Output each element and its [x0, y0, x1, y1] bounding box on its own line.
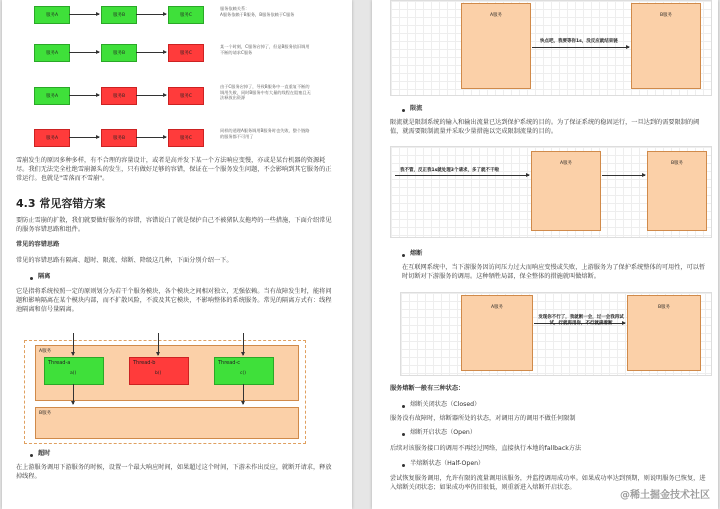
thread-isolation-diagram [24, 340, 306, 444]
service-b-container [35, 407, 299, 439]
cascade-note: 同样的道理A服务调用B服务时也失败，整个链路的服务都不可用了 [220, 128, 310, 139]
section-paragraph: 要防止雪崩的扩散，我们就要做好服务的容错，容错说白了就是保护自己不被猪队友拖垮的一些措施，下面介绍常见的服务容错思路和组件。 [16, 217, 332, 233]
state-name: 熔断开启状态（Open） [410, 429, 477, 436]
arrow [69, 95, 99, 96]
right-page [372, 0, 718, 509]
thread-name: Thread-c [218, 360, 241, 366]
thread-value: c() [240, 371, 246, 376]
cascade-note: 某一个时刻，C服务宕掉了，但是B服务依旧调用不断的请求C服务 [220, 44, 310, 55]
thread-box [214, 357, 274, 385]
fuse-paragraph: 在互联网系统中，当下游服务因访问压力过大而响应变慢或失败，上游服务为了保护系统整体的可用性，可以暂时切断对下游服务的调用。这种牺牲局部，保全整体的措施就叫做熔断。 [402, 264, 706, 280]
arrow [395, 175, 529, 176]
thread-value: a() [70, 371, 77, 376]
service-b-box: 服务B [101, 44, 137, 62]
thread-value: b() [155, 371, 162, 376]
state-name: 半熔断状态（Half-Open） [410, 460, 485, 467]
thread-box [44, 357, 104, 385]
arrow [158, 333, 159, 355]
service-b-box: B服务 [631, 3, 701, 89]
limit-title: 限流 [410, 105, 423, 112]
states-title: 服务熔断一般有三种状态： [390, 385, 465, 392]
bullet [402, 405, 405, 408]
state-desc: 后续对该服务接口的调用不再经过网络，直接执行本地的fallback方法 [390, 445, 582, 452]
thread-name: Thread-a [48, 360, 71, 366]
limit-paragraph: 限流就是限制系统的输入和输出流量已达到保护系统的目的。为了保证系统的稳固运行，一旦达到的需要限制的阈值，就需要限制流量并采取少量措施以完成限制流量的目的。 [390, 119, 700, 135]
fuse-message: 发现你不行了，我就断一会，过一会我再试试，行就再用你，不行就接着断 [538, 315, 624, 326]
timeout-paragraph: 在上游服务调用下游服务的时候，设置一个最大响应时间，如果超过这个时间，下游未作出反应，就断开请求，释放掉线程。 [16, 464, 332, 480]
state-desc: 尝试恢复服务调用，允许有限的流量调用该服务，并监控调用成功率。如果成功率达到预期，则说明服务已恢复，进入熔断关闭状态；如果成功率仍旧很低，则重新进入熔断开启状态。 [390, 475, 706, 491]
arrow [136, 137, 166, 138]
state-name: 熔断关闭状态（Closed） [410, 401, 481, 408]
service-a-box: A服务 [461, 295, 533, 371]
bullet [402, 254, 405, 257]
arrow [243, 384, 244, 404]
subheading-paragraph: 常见的容错思路有隔离、超时、限流、熔断、降级这几种，下面分别介绍一下。 [16, 257, 233, 264]
service-c-box: 服务C [168, 87, 204, 105]
arrow [136, 95, 166, 96]
arrow [73, 384, 74, 404]
bullet [30, 277, 33, 280]
service-a-box: 服务A [34, 6, 70, 24]
thread-box [129, 357, 189, 385]
state-desc: 服务没有故障时，熔断器所处的状态，对调用方的调用不做任何限制 [390, 415, 576, 422]
arrow [69, 52, 99, 53]
arrow [532, 47, 629, 48]
timeout-diagram [390, 0, 712, 96]
service-c-box: 服务C [168, 44, 204, 62]
timeout-title: 超时 [38, 450, 51, 457]
limit-message: 我不管，反正我1s就处理3个请求，多了就不干啦 [400, 168, 499, 173]
service-b-box: 服务B [101, 87, 137, 105]
service-b-label: B服务 [39, 411, 52, 416]
cascade-note: 服务依赖关系： A服务依赖于B服务，B服务依赖于C服务 [220, 6, 295, 17]
service-a-label: A服务 [39, 349, 52, 354]
limit-diagram [390, 146, 712, 238]
bullet [402, 109, 405, 112]
service-a-box: A服务 [531, 151, 601, 231]
arrow [136, 14, 166, 15]
isolation-title: 隔离 [38, 273, 51, 280]
service-a-box: 服务A [34, 44, 70, 62]
arrow [136, 52, 166, 53]
fuse-title: 熔断 [410, 250, 423, 257]
service-b-box: 服务B [101, 129, 137, 147]
fuse-diagram [400, 292, 712, 376]
arrow [73, 333, 74, 355]
service-a-box: 服务A [34, 87, 70, 105]
arrow [602, 175, 645, 176]
bullet [402, 464, 405, 467]
service-b-box: B服务 [627, 295, 701, 371]
subheading: 常见的容错思路 [16, 241, 60, 248]
timeout-message: 快点吧，我要等你1s，没反应就结束链 [540, 39, 618, 44]
service-a-box: 服务A [34, 129, 70, 147]
service-c-box: 服务C [168, 129, 204, 147]
cascade-note: 由于C服务宕掉了，导致B服务中一直重复不断的调用失败，同时B服务中有大量的线程在阻塞且无法释放出资源 [220, 84, 311, 100]
thread-name: Thread-b [133, 360, 156, 366]
intro-paragraph: 雪崩发生的原因多种多样，有不合理的容量设计，或者是高并发下某一个方法响应变慢，亦或是某台机器的资源耗尽。我们无法完全杜绝雪崩源头的发生，只有做好足够的容错，保证在一个服务发生问题，不会影响到其它服务的正常运行。也就是"雪落而不雪崩"。 [16, 157, 332, 182]
arrow [69, 14, 99, 15]
service-b-box: B服务 [647, 151, 707, 231]
service-b-box: 服务B [101, 6, 137, 24]
bullet [402, 433, 405, 436]
left-page [2, 0, 352, 509]
section-title: 4.3 常见容错方案 [16, 197, 106, 210]
service-c-box: 服务C [168, 6, 204, 24]
isolation-paragraph: 它是指将系统按照一定的原则划分为若干个服务模块，各个模块之间相对独立，无强依赖。当有故障发生时，能将问题和影响隔离在某个模块内部，而不扩散风险，不波及其它模块，不影响整体的系统服务。常见的隔离方式有：线程池隔离和信号量隔离。 [16, 288, 332, 313]
watermark: @稀土掘金技术社区 [620, 490, 710, 501]
arrow [69, 137, 99, 138]
bullet [30, 454, 33, 457]
service-a-box: A服务 [461, 3, 531, 89]
arrow [243, 333, 244, 355]
